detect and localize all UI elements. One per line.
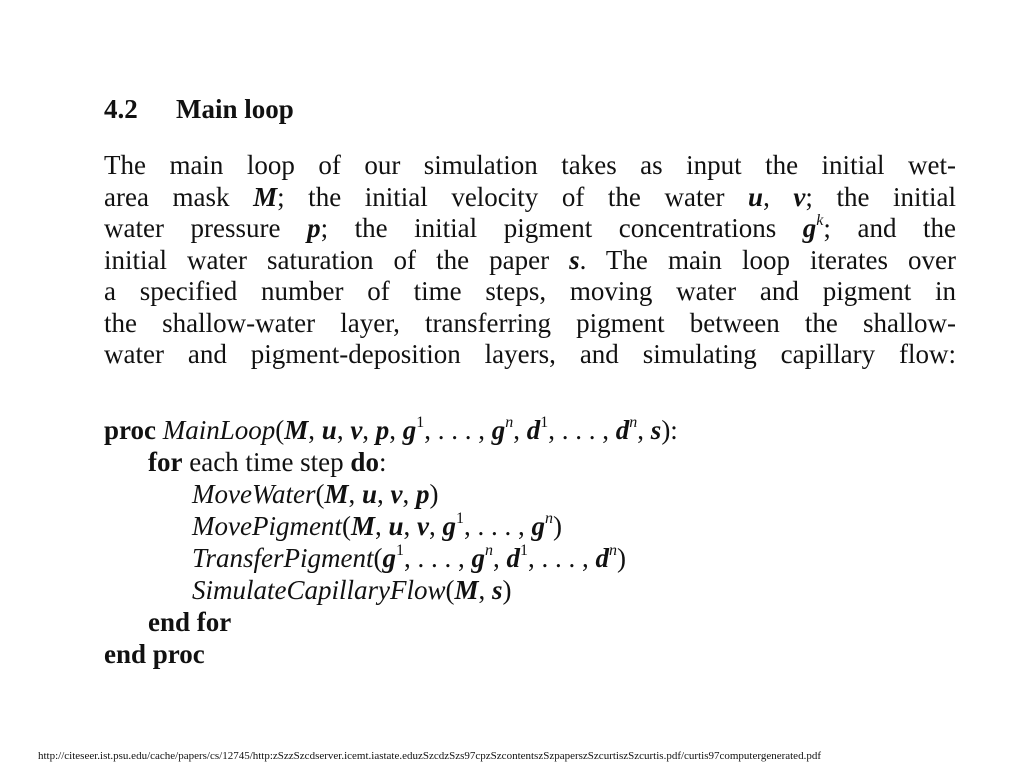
algorithm-block <box>104 414 678 670</box>
algo-for-line: for each time step do: <box>148 447 387 477</box>
math-variable: u <box>748 181 764 212</box>
paragraph-line-1 <box>104 150 956 182</box>
keyword-for: for <box>148 447 183 477</box>
source-url: http://citeseer.ist.psu.edu/cache/papers/cs/12745/http:zSzzSzcdserver.icemt.iastate.eduzSzcdzSzs97cpzSzcontentszSzpaperszSzcurtiszSzcurtis.pdf/curtis97computergenerated.pdf <box>38 750 821 762</box>
paragraph-line-4 <box>104 245 956 277</box>
paragraph-text: ; and the <box>823 213 956 243</box>
paragraph-text: ; the initial velocity of the water <box>277 181 749 212</box>
paragraph-line-6 <box>104 308 956 340</box>
paragraph-text: water and pigment-deposition layers, and simulating capillary flow: <box>104 339 956 369</box>
paragraph-line-3 <box>104 213 956 245</box>
call-name: MoveWater <box>192 479 316 509</box>
procedure-name: MainLoop <box>162 415 276 445</box>
paragraph-text: a specified number of time steps, moving water and pigment in <box>104 276 956 306</box>
math-variable: p <box>307 213 321 243</box>
algo-call-move-pigment: MovePigment(M, u, v, $g^1$, . . . , $g^n$) <box>192 510 562 541</box>
math-variable: s <box>569 244 580 275</box>
algo-call-simulate-capillary: SimulateCapillaryFlow(M, s) <box>192 575 512 605</box>
section-number: 4.2 <box>104 94 138 124</box>
math-variable: v <box>793 181 806 212</box>
algo-proc-line: proc MainLoop(M, u, v, p, $g^1$, . . . , $g^n$, $d^1$, . . . , $d^n$, s): <box>104 414 678 445</box>
paragraph-text: the shallow-water layer, transferring pigment between the shallow- <box>104 307 956 338</box>
paragraph-text: . The main loop iterates over <box>579 244 956 275</box>
algo-call-move-water: MoveWater(M, u, v, p) <box>192 479 439 509</box>
call-name: TransferPigment <box>192 543 374 573</box>
paragraph-text: water pressure <box>104 213 308 243</box>
paragraph-text: initial water saturation of the paper <box>104 244 570 275</box>
body-paragraph <box>104 150 956 371</box>
paragraph-text: ; the initial pigment concentrations <box>320 213 803 243</box>
keyword-do: do <box>350 447 379 477</box>
math-superscript: k <box>816 212 824 229</box>
keyword-proc: proc <box>104 415 156 445</box>
algo-end-for: end for <box>148 607 232 637</box>
paragraph-text: area mask <box>104 181 254 212</box>
paragraph-line-2 <box>104 182 956 214</box>
algo-end-proc: end proc <box>104 639 205 669</box>
call-name: SimulateCapillaryFlow <box>192 575 446 605</box>
paragraph-line-5 <box>104 276 956 308</box>
algo-call-transfer-pigment: $TransferPigment(g^1$, . . . , $g^n$, $d^1$, . . . , $d^n$) <box>192 542 627 573</box>
section-title: Main loop <box>176 94 294 124</box>
math-variable: M <box>253 181 278 212</box>
paragraph-text: , <box>763 181 794 212</box>
paragraph-text: ; the initial <box>805 181 957 212</box>
paragraph-line-7 <box>104 339 956 371</box>
call-name: MovePigment <box>192 511 342 541</box>
paragraph-text: The main loop of our simulation takes as input the initial wet- <box>104 150 956 180</box>
section-heading <box>104 94 294 125</box>
math-variable: g <box>802 213 817 243</box>
